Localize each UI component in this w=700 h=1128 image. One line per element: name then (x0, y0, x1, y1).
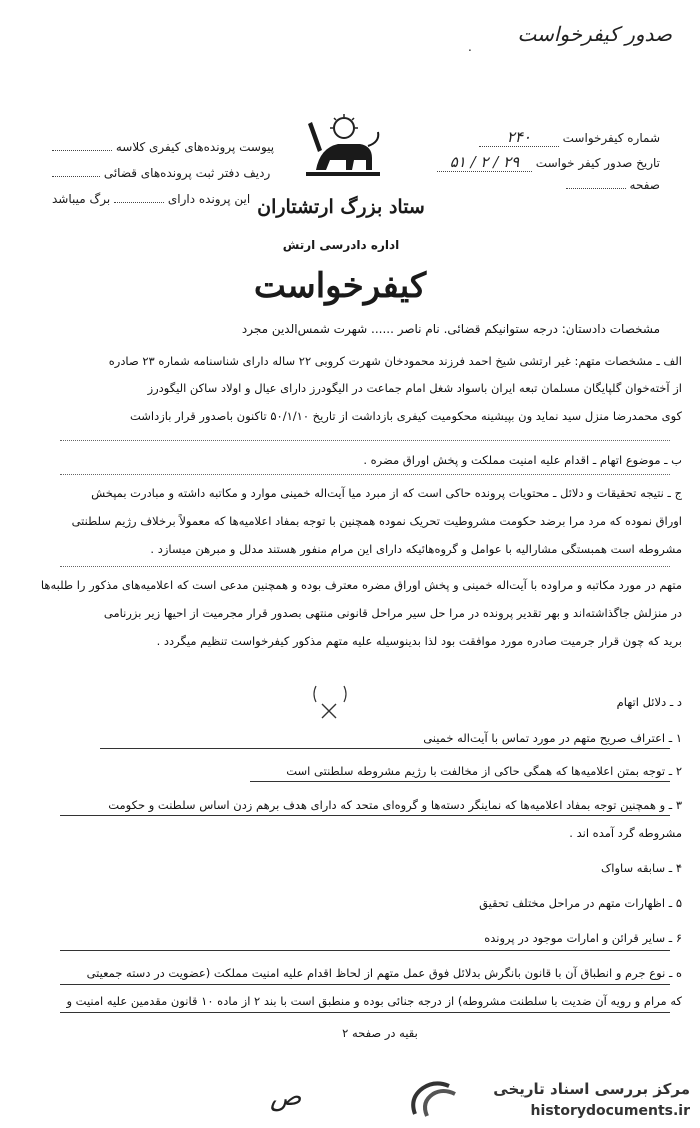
evidence-item: ۱ ـ اعتراف صریح متهم در مورد تماس با آیت‌اله خمینی (423, 731, 682, 745)
page-label: صفحه (629, 178, 660, 192)
body-line: الف ـ مشخصات متهم: غیر ارتشی شیخ احمد فرزند محمودخان شهرت کروبی ۲۲ ساله دارای شناسنامه شماره ۲۳ صادره (108, 354, 682, 368)
doc-number-label: شماره کیفرخواست (562, 131, 660, 145)
issue-date-label: تاریخ صدور کیفر خواست (535, 156, 660, 170)
evidence-heading: د ـ دلائل اتهام (616, 695, 682, 709)
evidence-item: ۵ ـ اظهارات متهم در مراحل مختلف تحقیق (479, 896, 682, 910)
signature-mark: ص (270, 1082, 302, 1112)
issue-date-row (437, 153, 660, 172)
evidence-item: ۴ ـ سابقه ساواک (600, 861, 682, 875)
pages-row (52, 192, 250, 206)
org-name: ستاد بزرگ ارتشتاران (257, 196, 425, 218)
doc-number-row (479, 128, 660, 147)
page-row (566, 178, 660, 192)
body-line: ج ـ نتیجه تحقیقات و دلائل ـ محتویات پرونده حاکی است که از مبرد میا آیت‌اله خمینی موارد و مکاتبه داشته و مبادرت بمپخش (91, 486, 682, 500)
archive-logo-icon (405, 1078, 461, 1122)
body-line: متهم در مورد مکاتبه و مراوده با آیت‌اله خمینی و پخش اوراق مضره معترف بوده و همچنین مدعی است که اعلامیه‌های مذکور را طلبه‌ها (40, 578, 682, 592)
evidence-item: ۳ ـ و همچنین توجه بمفاد اعلامیه‌ها که نماینگر دسته‌ها و گروه‌ای متحد که دارای هدف برهم زدن اساس سلطنت و حکومت (108, 798, 682, 812)
separator-line (60, 566, 670, 567)
body-line: ب ـ موضوع اتهام ـ اقدام علیه امنیت مملکت و پخش اوراق مضره . (363, 453, 682, 467)
evidence-item-cont: مشروطه گرد آمده اند . (569, 826, 682, 840)
separator-line (60, 440, 670, 441)
continued-note: بقیه در صفحه ۲ (342, 1026, 418, 1040)
watermark-url: historydocuments.ir (530, 1103, 690, 1119)
attach-label: پیوست پرونده‌های کیفری کلاسه (115, 140, 275, 154)
handwritten-dot: . (468, 40, 472, 54)
evidence-item: ۲ ـ توجه بمتن اعلامیه‌ها که همگی حاکی از مخالفت با رژیم مشروطه سلطنتی است (286, 764, 682, 778)
pages-label-a: این پرونده دارای (167, 192, 251, 206)
body-line: از آخته‌خوان گلپایگان مسلمان تبعه ایران باسواد شغل امام جماعت در الیگودرز دارای عیال و اولاد ساکن الیگودرز (147, 381, 682, 395)
body-line: در منزلش جاگذاشته‌اند و بهر تقدیر پرونده در مرا حل سیر مراحل قانونی منتهی بصدور قرار مجرمیت از احیها زیر بزرنامی (103, 606, 682, 620)
doc-number-value: ۲۴۰ (506, 128, 531, 146)
dept-name: اداره دادرسی ارتش (282, 238, 400, 252)
handwritten-note: صدور کیفرخواست (517, 22, 672, 46)
body-line: برید که چون قرار جرمیت صادره مورد موافقت بود لذا بدینوسیله علیه متهم مذکور کیفرخواست تنظیم میگردد . (156, 634, 682, 648)
prosecutor-line: مشخصات دادستان: درجه ستوانیکم قضائی. نام ناصر ...... شهرت شمس‌الدین مجرد (241, 322, 660, 336)
body-line: مشروطه است همبستگی مشاراليه با عوامل و گروه‌هائیکه دارای این مرام منفور هستند مدلل و مبرهن میسازد . (150, 542, 682, 556)
body-line: که مرام و رویه آن ضدیت با سلطنت مشروطه) از درجه جنائی بوده و منطبق است با بند ۲ از ماده ۱۰ قانون مقدمین علیه امنیت و (66, 994, 682, 1008)
issue-date-value: ۲۹ / ۲ / ۵۱ (449, 153, 520, 171)
body-line: کوی محمدرضا منزل سید نماید ون بپیشینه محکومیت کیفری بازداشت از تاریخ ۵۰/۱/۱۰ تاکنون باصدور قرار بازداشت (130, 409, 682, 423)
pages-label-b: برگ میباشد (52, 192, 111, 206)
lion-sun-emblem-icon (298, 112, 388, 184)
attach-row (52, 140, 274, 154)
evidence-item: ۶ ـ سایر قرائن و امارات موجود در پرونده (484, 931, 682, 945)
body-line: اوراق نموده که مرد مرا برضد حکومت مشروطیت تحریک نموده همچنین با توجه بمفاد اعلامیه‌ها که معمولاً برخلاف رژیم سلطنتی (71, 514, 682, 528)
separator-line (60, 474, 670, 475)
register-row (52, 166, 270, 180)
watermark-name: مرکز بررسی اسناد تاریخی (493, 1080, 690, 1098)
body-line: ه ـ نوع جرم و انطباق آن با قانون بانگرش بدلائل فوق عمل متهم از لحاظ اقدام علیه امنیت مملکت (عضویت در دسته جمعیتی (86, 966, 682, 980)
doc-title: کیفرخواست (253, 266, 427, 306)
register-label: ردیف دفتر ثبت پرونده‌های قضائی (103, 166, 271, 180)
